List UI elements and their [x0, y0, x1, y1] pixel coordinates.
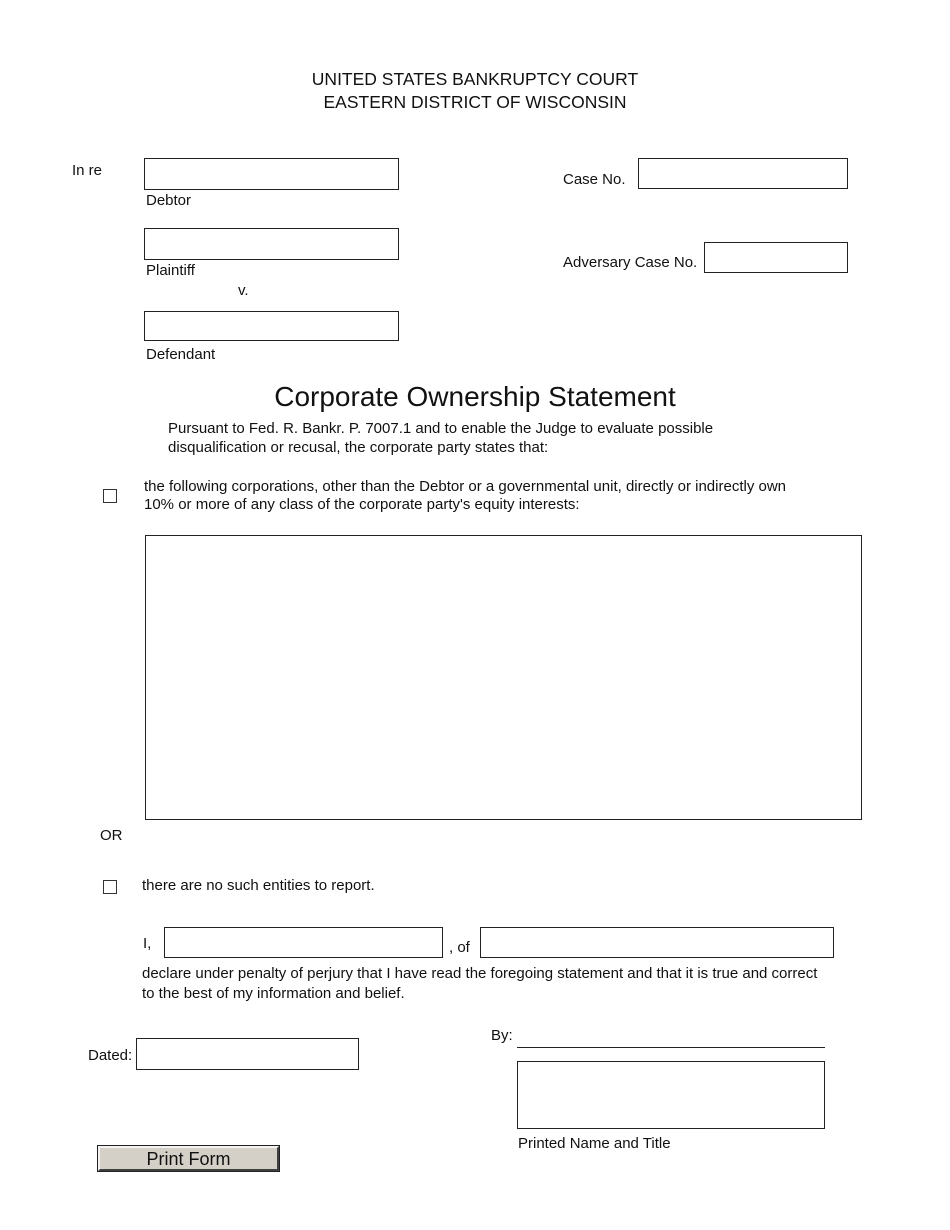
adversary-case-no-label: Adversary Case No.	[563, 254, 698, 271]
page-title: Corporate Ownership Statement	[274, 381, 676, 412]
printed-name-label: Printed Name and Title	[518, 1135, 671, 1152]
option2-label: there are no such entities to report.	[142, 877, 375, 894]
intro-line-1: Pursuant to Fed. R. Bankr. P. 7007.1 and to enable the Judge to evaluate possible	[168, 420, 714, 437]
declarant-name-field[interactable]	[164, 927, 443, 958]
case-no-label: Case No.	[563, 171, 626, 188]
signature-line[interactable]	[517, 1047, 825, 1048]
plaintiff-field[interactable]	[144, 228, 399, 260]
option1-line-2: 10% or more of any class of the corporate party's equity interests:	[144, 496, 580, 513]
debtor-field[interactable]	[144, 158, 399, 190]
court-district: EASTERN DISTRICT OF WISCONSIN	[323, 92, 627, 112]
declarant-company-field[interactable]	[480, 927, 834, 958]
declaration-line-1: declare under penalty of perjury that I have read the foregoing statement and that it is true and correct	[142, 965, 818, 982]
option1-line-1: the following corporations, other than the Debtor or a governmental unit, directly or indirectly own	[144, 478, 787, 495]
dated-field[interactable]	[136, 1038, 359, 1070]
printed-name-field[interactable]	[517, 1061, 825, 1129]
declaration-line-2: to the best of my information and belief.	[142, 985, 405, 1002]
adversary-case-no-field[interactable]	[704, 242, 848, 273]
or-label: OR	[100, 827, 123, 844]
defendant-label: Defendant	[146, 346, 216, 363]
print-form-button[interactable]: Print Form	[98, 1146, 279, 1171]
dated-label: Dated:	[88, 1047, 133, 1064]
owners-checkbox[interactable]	[103, 489, 117, 503]
of-label: , of	[449, 939, 470, 956]
court-name: UNITED STATES BANKRUPTCY COURT	[311, 69, 639, 89]
in-re-label: In re	[72, 162, 103, 179]
defendant-field[interactable]	[144, 311, 399, 341]
intro-line-2: disqualification or recusal, the corporate party states that:	[168, 439, 549, 456]
debtor-label: Debtor	[146, 192, 192, 209]
plaintiff-label: Plaintiff	[146, 262, 195, 279]
declarant-i-label: I,	[143, 935, 152, 952]
case-no-field[interactable]	[638, 158, 848, 189]
versus-label: v.	[238, 282, 249, 299]
no-entities-checkbox[interactable]	[103, 880, 117, 894]
corporations-list-field[interactable]	[145, 535, 862, 820]
by-label: By:	[491, 1027, 513, 1044]
